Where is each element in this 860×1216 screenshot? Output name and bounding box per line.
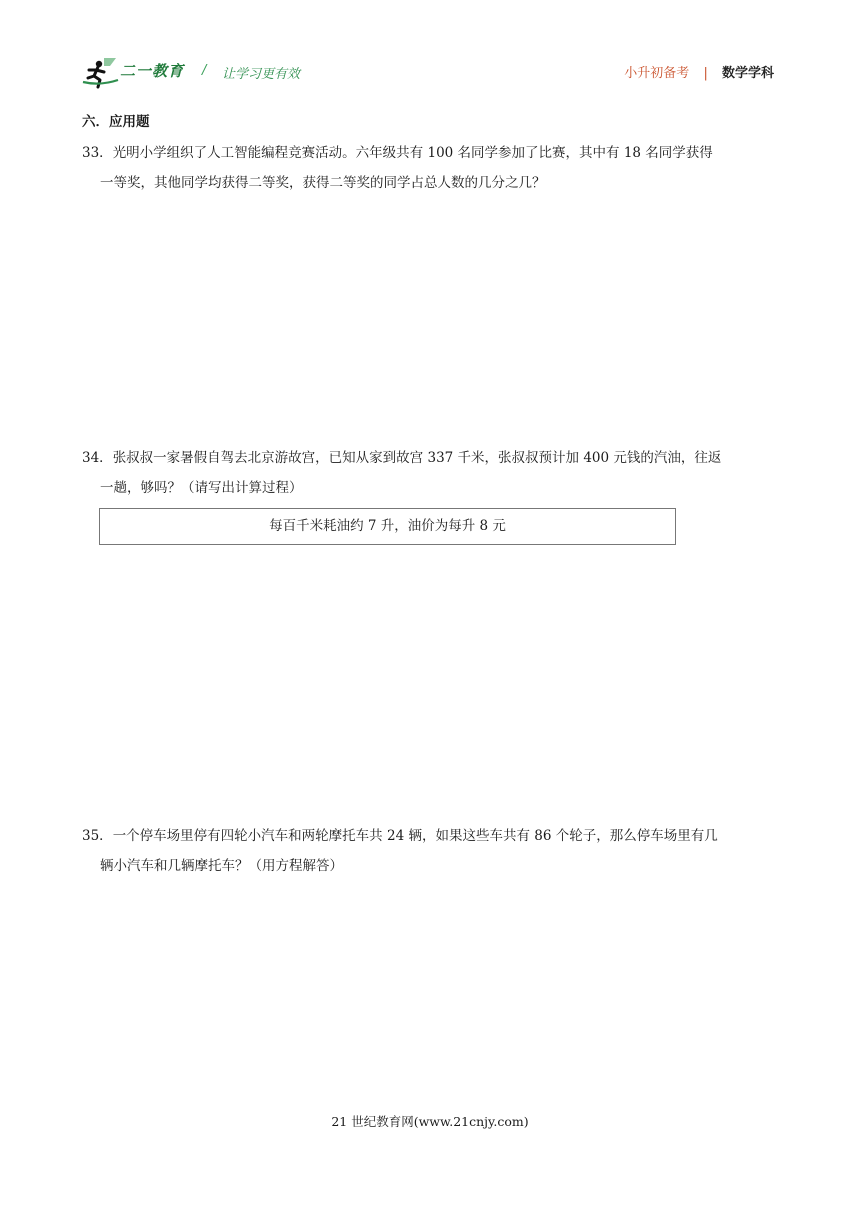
brand-logo bbox=[80, 56, 190, 90]
question-line bbox=[82, 138, 782, 168]
question-number: 33． bbox=[82, 145, 113, 161]
subject-label: 数学学科 bbox=[721, 66, 774, 81]
page-footer: 21 世纪教育网(www.21cnjy.com) bbox=[331, 1114, 529, 1129]
header-meta bbox=[624, 62, 774, 81]
question-line bbox=[82, 443, 782, 473]
question-text: 光明小学组织了人工智能编程竞赛活动。六年级共有 100 名同学参加了比赛，其中有 18 名同学获得 bbox=[112, 145, 713, 161]
question-34 bbox=[82, 443, 782, 503]
logo-text: 二一教育 bbox=[120, 62, 185, 80]
question-line bbox=[82, 821, 782, 851]
question-number: 35． bbox=[82, 828, 113, 844]
question-text-continued: 辆小汽车和几辆摩托车？（用方程解答） bbox=[100, 858, 343, 874]
running-person-icon bbox=[80, 56, 120, 90]
slogan: 让学习更有效 bbox=[222, 67, 301, 82]
question-text-continued: 一趟，够吗？（请写出计算过程） bbox=[100, 480, 303, 496]
section-title: 六．应用题 bbox=[82, 114, 150, 130]
question-text-continued: 一等奖，其他同学均获得二等奖，获得二等奖的同学占总人数的几分之几？ bbox=[100, 175, 546, 191]
slogan-divider: / bbox=[202, 63, 207, 78]
exam-label: 小升初备考 bbox=[624, 66, 690, 81]
page-header bbox=[80, 56, 780, 90]
question-35 bbox=[82, 821, 782, 881]
question-number: 34． bbox=[82, 450, 113, 466]
header-divider: | bbox=[703, 66, 708, 81]
question-text: 张叔叔一家暑假自驾去北京游故宫，已知从家到故宫 337 千米，张叔叔预计加 400 元钱的汽油，往返 bbox=[112, 450, 722, 466]
info-box: 每百千米耗油约 7 升，油价为每升 8 元 bbox=[99, 508, 676, 545]
question-text: 一个停车场里停有四轮小汽车和两轮摩托车共 24 辆，如果这些车共有 86 个轮子，那么停车场里有几 bbox=[112, 828, 718, 844]
question-33 bbox=[82, 138, 782, 198]
